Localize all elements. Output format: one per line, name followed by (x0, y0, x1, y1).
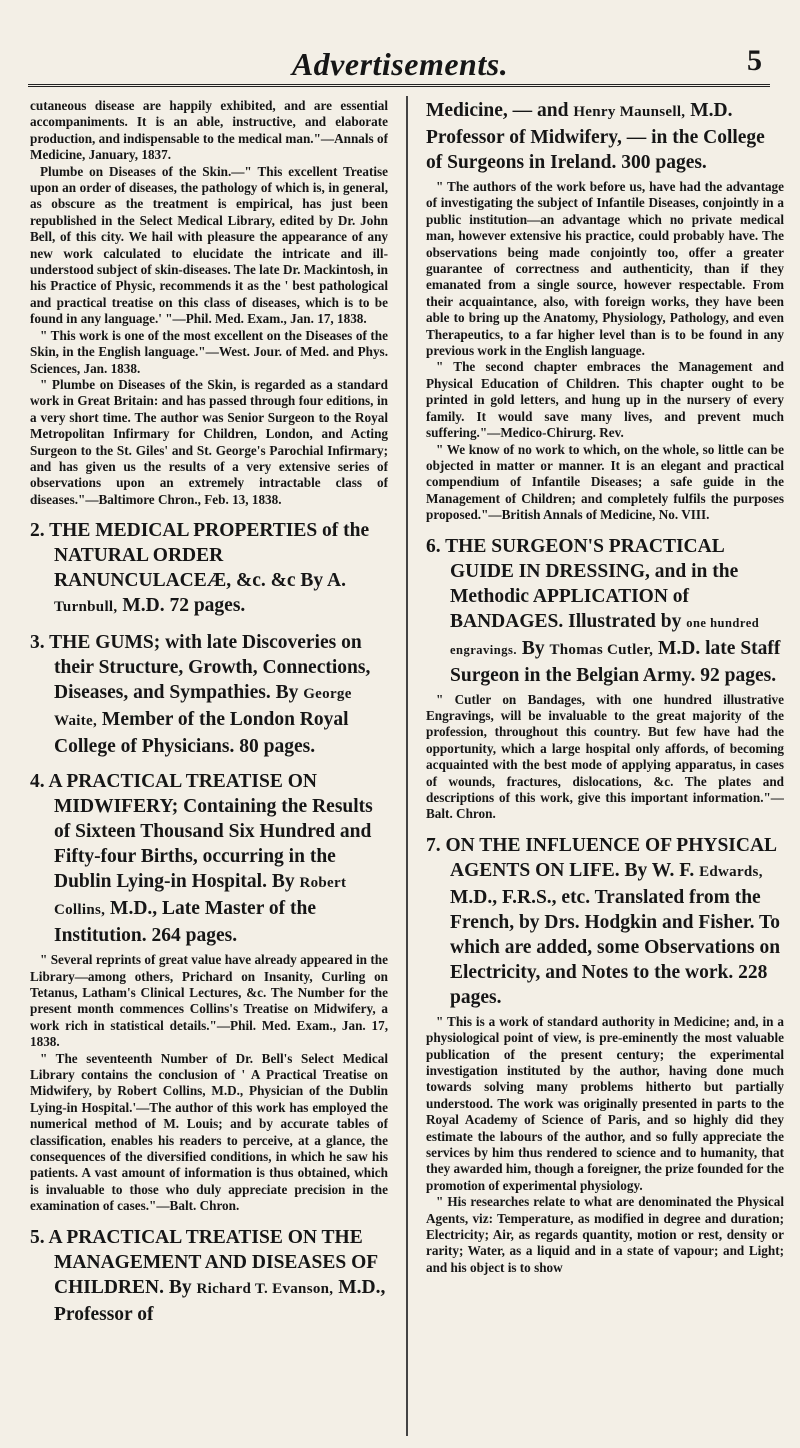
catalog-entry-6 (426, 534, 784, 688)
entry-details: M.D. Professor of Midwifery, — in the College of Surgeons in Ireland. 300 pages. (426, 100, 765, 173)
entry-details: M.D. late Staff Surgeon in the Belgian Army. 92 pages. (450, 637, 781, 686)
entry-details: Member of the London Royal College of Physicians. 80 pages. (54, 709, 349, 758)
entry-author: Turnbull, (54, 599, 118, 616)
page-number: 5 (747, 44, 762, 77)
review-paragraph: " Several reprints of great value have already appeared in the Library—among others, Prichard on Insanity, Curling on Tetanus, Latham's Clinical Lectures, &c. The Number for the present month commences Collins's Treatise on Midwifery, a work rich in statistical details."—Phil. Med. Exam., Jan. 17, 1838. (30, 952, 388, 1050)
review-paragraph: " Cutler on Bandages, with one hundred illustrative Engravings, will be invaluable to the great majority of the profession, throughout this country. But few have had the opportunity, which a large hospital only affords, of becoming acquainted with the best mode of applying apparatus, in cases of wounds, fractures, dislocations, &c. The plates and descriptions of this work, give this important information."—Balt. Chron. (426, 691, 784, 822)
entry-author: Robert Collins, (54, 875, 347, 919)
catalog-entry-5 (30, 1225, 388, 1327)
entry-details: M.D., Professor of (54, 1276, 386, 1325)
entry-number: 3. (30, 632, 45, 654)
right-column (426, 98, 784, 1443)
catalog-entry-2 (30, 518, 388, 620)
entry-title: THE MEDICAL PROPERTIES of the NATURAL ORDER RANUNCULACEÆ, &c. &c By A. (49, 520, 370, 592)
catalog-entry-5-continued (426, 98, 784, 175)
review-paragraph: " The second chapter embraces the Management and Physical Education of Children. This chapter ought to be printed in gold letters, and hung up in the nursery of every family. It would save many lives, and prevent much suffering."—Medico-Chirurg. Rev. (426, 359, 784, 441)
review-paragraph: " We know of no work to which, on the whole, so little can be objected in matter or manner. It is an elegant and practical compendium of Infantile Diseases; a safe guide in the Management of Children; and completely fulfils the purposes proposed."—British Annals of Medicine, No. VIII. (426, 441, 784, 523)
entry-details: M.D., Late Master of the Institution. 264 pages. (54, 898, 316, 947)
catalog-entry-3 (30, 630, 388, 759)
entry-title: THE SURGEON'S PRACTICAL GUIDE IN DRESSING, and in the Methodic APPLICATION of BANDAGES. Illustrated by (445, 535, 739, 632)
entry-author: Thomas Cutler, (549, 641, 654, 658)
entry-title: A PRACTICAL TREATISE ON MIDWIFERY; Containing the Results of Sixteen Thousand Six Hundred and Fifty-four Births, occurring in the Dublin Lying-in Hospital. By (48, 771, 373, 893)
entry-number: 6. (426, 535, 441, 557)
entry-by: By (521, 637, 545, 659)
entry-title: Medicine, — and (426, 100, 569, 121)
entry-details: M.D., F.R.S., etc. Translated from the French, by Drs. Hodgkin and Fisher. To which are added, some Observations on Electricity, and Notes to the work. 228 pages. (450, 886, 781, 1008)
entry-number: 7. (426, 834, 441, 856)
entry-author: Henry Maunsell, (573, 104, 686, 120)
column-divider (406, 96, 408, 1436)
review-paragraph: " This work is one of the most excellent on the Diseases of the Skin, in the English language."—West. Jour. of Med. and Phys. Sciences, Jan. 1838. (30, 327, 388, 376)
review-paragraph: " The seventeenth Number of Dr. Bell's Select Medical Library contains the conclusion of ' A Practical Treatise on Midwifery, by Robert Collins, M.D., Physician of the Dublin Lying-in Hospital.'—The author of this work has employed the numerical method of M. Louis; and by accurate tables of classification, enables his readers to perceive, at a glance, the consequences of the diversified conditions, in which he saw his patients. A vast amount of information is thus obtained, which is invaluable to those who duly appreciate precision in the examination of cases."—Balt. Chron. (30, 1050, 388, 1214)
review-paragraph: Plumbe on Diseases of the Skin.—" This excellent Treatise upon an order of diseases, the pathology of which is, in general, as obscure as the treatment is empirical, has just been republished in the Select Medical Library, edited by Dr. John Bell, of this city. We hail with pleasure the appearance of any new work calculated to elucidate the intricate and ill-understood subject of skin-diseases. The late Dr. Mackintosh, in his Practice of Physic, recommends it as the ' best pathological and practical treatise on this class of diseases, which is to be found in any language.' "—Phil. Med. Exam., Jan. 17, 1838. (30, 163, 388, 327)
entry-title: ON THE INFLUENCE OF PHYSICAL AGENTS ON LIFE. By W. F. (445, 834, 776, 881)
entry-number: 4. (30, 771, 45, 793)
review-paragraph: " The authors of the work before us, have had the advantage of investigating the subject of Infantile Diseases, conjointly in a public institution—an advantage which no private medical man, however extensive his practice, could probably have. The observations being made conjointly too, offer a greater guarantee of correctness and authenticity, than if they emanated from a single source, however respectable. From their acquaintance, also, with foreign works, they have been able to bring up the Anatomy, Physiology, Pathology, and even Therapeutics, to a far higher level than is to be found in any previous work in the English language. (426, 179, 784, 359)
review-paragraph: " Plumbe on Diseases of the Skin, is regarded as a standard work in Great Britain: and has passed through four editions, in a very short time. The author was Senior Surgeon to the Royal Metropolitan Infirmary for Children, London, and Acting Surgeon to the St. Giles' and St. George's Parochial Infirmary; and has given us the results of a very extensive series of observations upon an extremely intractable class of diseases."—Baltimore Chron., Feb. 13, 1838. (30, 376, 388, 507)
running-head-title: Advertisements. (291, 46, 509, 82)
entry-number: 5. (30, 1226, 45, 1248)
entry-title: A PRACTICAL TREATISE ON THE MANAGEMENT AND DISEASES OF CHILDREN. By (48, 1226, 378, 1298)
entry-number: 2. (30, 520, 45, 542)
catalog-entry-7 (426, 833, 784, 1010)
left-column (30, 98, 388, 1443)
review-paragraph: cutaneous disease are happily exhibited, and are essential accompaniments. It is an able, instructive, and elaborate production, and indispensable to the medical man."—Annals of Medicine, January, 1837. (30, 98, 388, 163)
entry-author: Richard T. Evanson, (196, 1280, 334, 1297)
entry-author: George Waite, (54, 686, 352, 730)
entry-engravings: one hundred engravings. (450, 615, 760, 657)
review-paragraph: " His researches relate to what are denominated the Physical Agents, viz: Temperature, as modified in degree and duration; Electricity; Air, as regards quantity, motion or rest, density or rarity; Water, as a liquid and in a state of vapour; and Light; and his object is to show (426, 1194, 784, 1275)
entry-author: Edwards, (699, 863, 763, 880)
catalog-entry-4 (30, 769, 388, 948)
header-rule (28, 84, 770, 87)
entry-details: M.D. 72 pages. (122, 595, 246, 617)
entry-title: THE GUMS; with late Discoveries on their Structure, Growth, Connections, Diseases, and Sympathies. By (49, 632, 371, 704)
review-paragraph: " This is a work of standard authority in Medicine; and, in a physiological point of view, is pre-eminently the most valuable publication of the present century; the experimental investigation instituted by the author, having done much towards solving many problems hitherto but partially understood. The work was originally presented in parts to the Royal Academy of Science of Paris, and so highly did they estimate the labours of the author, and so fully appreciate the services by him thus rendered to science and to humanity, that they awarded him, though a foreigner, the prize founded for the promotion of experimental physiology. (426, 1013, 784, 1193)
